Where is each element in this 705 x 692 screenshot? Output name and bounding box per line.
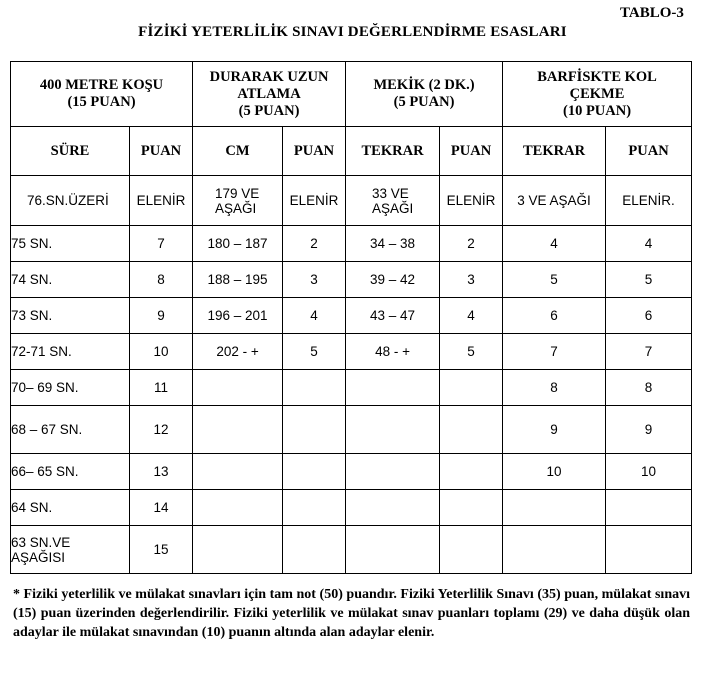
footnote: * Fiziki yeterlilik ve mülakat sınavları için tam not (50) puandır. Fiziki Yeterlilik Sınavı (35) puan, mülakat sınavı (15) puan üzerinden değerlendirilir. Fiziki yeterlilik ve mülakat sınav puanları toplamı (29) ve daha düşük olan adaylar ile mülakat sınavından (10) puanın altında alan adaylar elenir. <box>13 587 690 640</box>
table-cell: 39 – 42 <box>346 262 440 298</box>
table-cell <box>440 406 503 454</box>
table-cell: 7 <box>130 226 193 262</box>
group-header-situps: MEKİK (2 DK.) (5 PUAN) <box>346 62 503 127</box>
table-cell <box>283 526 346 574</box>
table-cell: 68 – 67 SN. <box>11 406 130 454</box>
table-cell: 4 <box>283 298 346 334</box>
table-row <box>11 334 692 370</box>
table-cell <box>606 490 692 526</box>
table-cell: ELENİR <box>440 176 503 226</box>
table-cell: 6 <box>606 298 692 334</box>
table-cell: 180 – 187 <box>193 226 283 262</box>
table-cell <box>283 406 346 454</box>
table-cell: 179 VE AŞAĞI <box>193 176 283 226</box>
table-cell <box>346 490 440 526</box>
table-cell: 33 VE AŞAĞI <box>346 176 440 226</box>
table-cell <box>440 526 503 574</box>
table-cell: 8 <box>503 370 606 406</box>
table-cell <box>283 370 346 406</box>
table-cell: 74 SN. <box>11 262 130 298</box>
table-cell: 3 <box>283 262 346 298</box>
table-cell <box>193 406 283 454</box>
table-cell <box>346 370 440 406</box>
table-cell: 3 <box>440 262 503 298</box>
table-row <box>11 454 692 490</box>
table-cell <box>440 454 503 490</box>
table-cell: 34 – 38 <box>346 226 440 262</box>
table-cell: 76.SN.ÜZERİ <box>11 176 130 226</box>
table-cell: 4 <box>503 226 606 262</box>
document-title: FİZİKİ YETERLİLİK SINAVI DEĞERLENDİRME ESASLARI <box>138 24 567 40</box>
group-header-pullups: BARFİSKTE KOL ÇEKME (10 PUAN) <box>503 62 692 127</box>
evaluation-table <box>10 61 692 574</box>
table-cell: 15 <box>130 526 193 574</box>
table-cell <box>193 526 283 574</box>
subheader-cell: PUAN <box>606 127 692 176</box>
table-cell: 70– 69 SN. <box>11 370 130 406</box>
table-number-label: TABLO-3 <box>620 5 684 21</box>
table-cell <box>346 406 440 454</box>
table-cell: ELENİR <box>130 176 193 226</box>
table-cell: 64 SN. <box>11 490 130 526</box>
subheader-cell: CM <box>193 127 283 176</box>
table-cell: 5 <box>503 262 606 298</box>
table-cell <box>440 370 503 406</box>
table-cell: 75 SN. <box>11 226 130 262</box>
subheader-cell: PUAN <box>130 127 193 176</box>
table-cell <box>346 526 440 574</box>
table-cell: 202 - + <box>193 334 283 370</box>
table-row <box>11 370 692 406</box>
table-row <box>11 406 692 454</box>
table-cell: 2 <box>440 226 503 262</box>
table-row <box>11 176 692 226</box>
table-cell: 66– 65 SN. <box>11 454 130 490</box>
table-cell: 7 <box>503 334 606 370</box>
table-cell <box>503 490 606 526</box>
table-cell: 8 <box>130 262 193 298</box>
table-cell: 188 – 195 <box>193 262 283 298</box>
table-cell <box>193 454 283 490</box>
table-cell <box>193 370 283 406</box>
table-cell <box>283 454 346 490</box>
table-cell: 10 <box>503 454 606 490</box>
table-cell: 10 <box>130 334 193 370</box>
table-cell: 5 <box>606 262 692 298</box>
table-cell: 48 - + <box>346 334 440 370</box>
table-row <box>11 262 692 298</box>
table-cell: 5 <box>283 334 346 370</box>
table-row <box>11 298 692 334</box>
table-cell <box>346 454 440 490</box>
table-cell: 14 <box>130 490 193 526</box>
table-cell <box>193 490 283 526</box>
table-cell: 73 SN. <box>11 298 130 334</box>
table-cell: 5 <box>440 334 503 370</box>
group-header-400m-run: 400 METRE KOŞU (15 PUAN) <box>11 62 193 127</box>
table-cell <box>283 490 346 526</box>
table-cell: 3 VE AŞAĞI <box>503 176 606 226</box>
table-cell: 72-71 SN. <box>11 334 130 370</box>
subheader-row <box>11 127 692 176</box>
table-cell: 6 <box>503 298 606 334</box>
table-row <box>11 226 692 262</box>
subheader-cell: TEKRAR <box>503 127 606 176</box>
subheader-cell: SÜRE <box>11 127 130 176</box>
table-cell: 2 <box>283 226 346 262</box>
subheader-cell: PUAN <box>283 127 346 176</box>
table-cell: 9 <box>606 406 692 454</box>
table-cell <box>440 490 503 526</box>
table-cell: 11 <box>130 370 193 406</box>
table-cell: ELENİR <box>283 176 346 226</box>
table-cell: 7 <box>606 334 692 370</box>
table-cell: 9 <box>130 298 193 334</box>
subheader-cell: TEKRAR <box>346 127 440 176</box>
group-header-row <box>11 62 692 127</box>
table-cell: 4 <box>606 226 692 262</box>
table-cell: 196 – 201 <box>193 298 283 334</box>
table-cell: 43 – 47 <box>346 298 440 334</box>
table-cell: 8 <box>606 370 692 406</box>
table-cell <box>606 526 692 574</box>
table-cell: 63 SN.VE AŞAĞISI <box>11 526 130 574</box>
table-cell: 12 <box>130 406 193 454</box>
table-cell <box>503 526 606 574</box>
table-cell: 10 <box>606 454 692 490</box>
table-cell: 13 <box>130 454 193 490</box>
table-cell: ELENİR. <box>606 176 692 226</box>
table-row <box>11 490 692 526</box>
table-cell: 4 <box>440 298 503 334</box>
group-header-standing-long-jump: DURARAK UZUN ATLAMA (5 PUAN) <box>193 62 346 127</box>
table-row <box>11 526 692 574</box>
subheader-cell: PUAN <box>440 127 503 176</box>
table-cell: 9 <box>503 406 606 454</box>
